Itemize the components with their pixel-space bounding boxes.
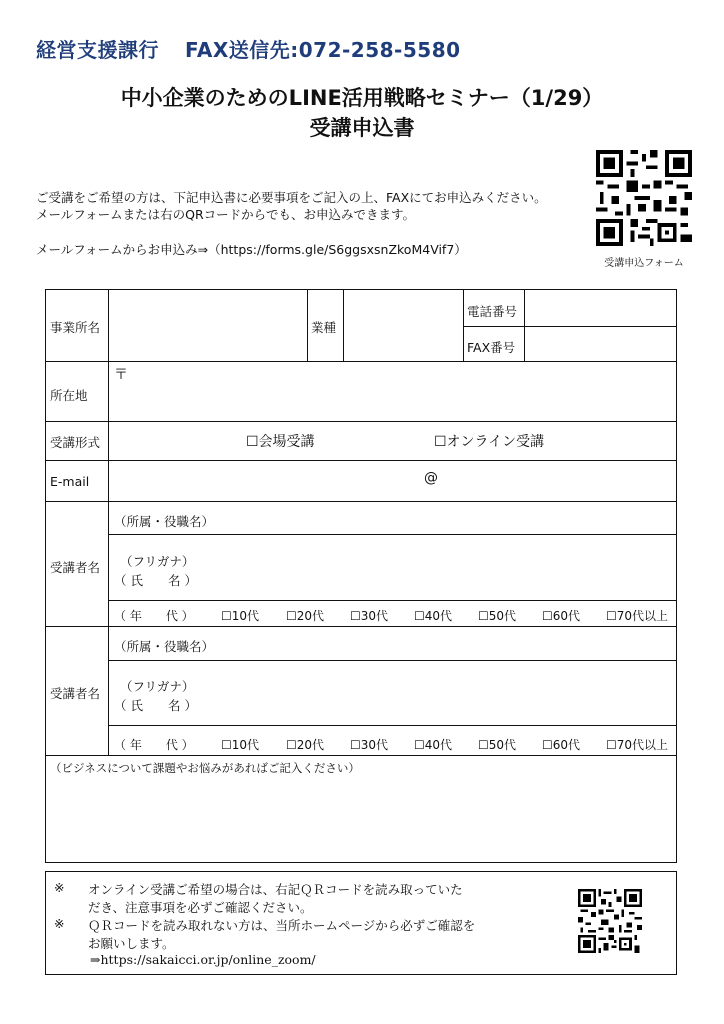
attendee-2-age-label: （ 年 代 ） <box>114 738 194 752</box>
industry-field[interactable] <box>346 292 460 358</box>
seminar-title: 中小企業のためのLINE活用戦略セミナー（1/29） <box>120 86 604 110</box>
attendee-1-affiliation-label: （所属・役職名） <box>114 514 215 529</box>
header-fax-destination <box>36 34 461 63</box>
intro-line-1: ご受講をご希望の方は、下記申込書に必要事項をご記入の上、FAXにてお申込みください。 <box>36 190 547 205</box>
email-label: E-mail <box>50 474 90 489</box>
attendee-2-age-20s[interactable]: ☐20代 <box>286 738 325 752</box>
department-name: 経営支援課行 <box>36 38 159 62</box>
attendee-2-age-60s[interactable]: ☐60代 <box>542 738 581 752</box>
business-name-label: 事業所名 <box>50 320 101 335</box>
comments-label: （ビジネスについて課題やお悩みがあればご記入ください） <box>50 761 360 775</box>
note-line-4: お願いします。 <box>88 936 175 951</box>
attendee-1-age-50s[interactable]: ☐50代 <box>478 609 517 623</box>
address-label: 所在地 <box>50 388 88 403</box>
phone-label: 電話番号 <box>467 304 518 319</box>
postal-mark: 〒 <box>114 367 128 383</box>
attendee-1-label: 受講者名 <box>50 560 101 575</box>
attendee-1-age-30s[interactable]: ☐30代 <box>350 609 389 623</box>
industry-label: 業種 <box>311 320 337 335</box>
fax-field[interactable] <box>528 328 673 358</box>
qr-caption: 受講申込フォーム <box>604 258 684 269</box>
online-attendance-checkbox[interactable]: ☐オンライン受講 <box>434 434 545 450</box>
attendee-1-age-10s[interactable]: ☐10代 <box>221 609 260 623</box>
fax-label: FAX番号 <box>467 340 516 355</box>
form-title: 受講申込書 <box>309 116 415 140</box>
attendee-1-furigana-label: （フリガナ） <box>120 554 195 569</box>
qr-code-icon[interactable] <box>596 150 692 246</box>
attendee-2-age-50s[interactable]: ☐50代 <box>478 738 517 752</box>
attendee-2-affiliation-label: （所属・役職名） <box>114 639 215 654</box>
venue-attendance-checkbox[interactable]: ☐会場受講 <box>246 434 315 450</box>
attendee-2-age-40s[interactable]: ☐40代 <box>414 738 453 752</box>
fax-number: FAX送信先:072-258-5580 <box>185 38 461 62</box>
note-mark-1: ※ <box>54 880 65 895</box>
attendee-2-name-label: （ 氏 名 ） <box>114 698 197 713</box>
attendance-type-label: 受講形式 <box>50 435 101 450</box>
attendee-2-age-30s[interactable]: ☐30代 <box>350 738 389 752</box>
online-zoom-link[interactable]: ⇒https://sakaicci.or.jp/online_zoom/ <box>90 952 316 967</box>
attendee-1-age-70s[interactable]: ☐70代以上 <box>606 609 669 623</box>
phone-field[interactable] <box>528 292 673 324</box>
attendee-1-age-label: （ 年 代 ） <box>114 609 194 623</box>
qr-code-icon[interactable] <box>578 889 642 953</box>
note-line-2: だき、注意事項を必ずご確認ください。 <box>88 900 313 915</box>
attendee-1-name-label: （ 氏 名 ） <box>114 573 197 588</box>
application-form <box>45 289 677 863</box>
note-line-1: オンライン受講ご希望の場合は、右記ＱＲコードを読み取っていた <box>88 882 463 897</box>
email-field[interactable] <box>112 463 672 498</box>
at-mark: @ <box>424 470 438 486</box>
mail-form-link[interactable]: メールフォームからお申込み⇒（https://forms.gle/S6ggsxsnZkoM4Vif7） <box>36 242 467 257</box>
note-mark-2: ※ <box>54 916 65 931</box>
attendee-2-label: 受講者名 <box>50 686 101 701</box>
attendee-1-age-40s[interactable]: ☐40代 <box>414 609 453 623</box>
note-line-3: ＱＲコードを読み取れない方は、当所ホームページから必ずご確認を <box>88 918 476 933</box>
address-field[interactable] <box>136 364 671 418</box>
intro-line-2: メールフォームまたは右のQRコードからでも、お申込みできます。 <box>36 207 416 222</box>
business-name-field[interactable] <box>112 292 304 358</box>
comments-field[interactable] <box>50 780 670 858</box>
attendee-1-age-20s[interactable]: ☐20代 <box>286 609 325 623</box>
attendee-2-age-70s[interactable]: ☐70代以上 <box>606 738 669 752</box>
attendee-2-age-10s[interactable]: ☐10代 <box>221 738 260 752</box>
attendee-1-age-60s[interactable]: ☐60代 <box>542 609 581 623</box>
attendee-2-furigana-label: （フリガナ） <box>120 679 195 694</box>
